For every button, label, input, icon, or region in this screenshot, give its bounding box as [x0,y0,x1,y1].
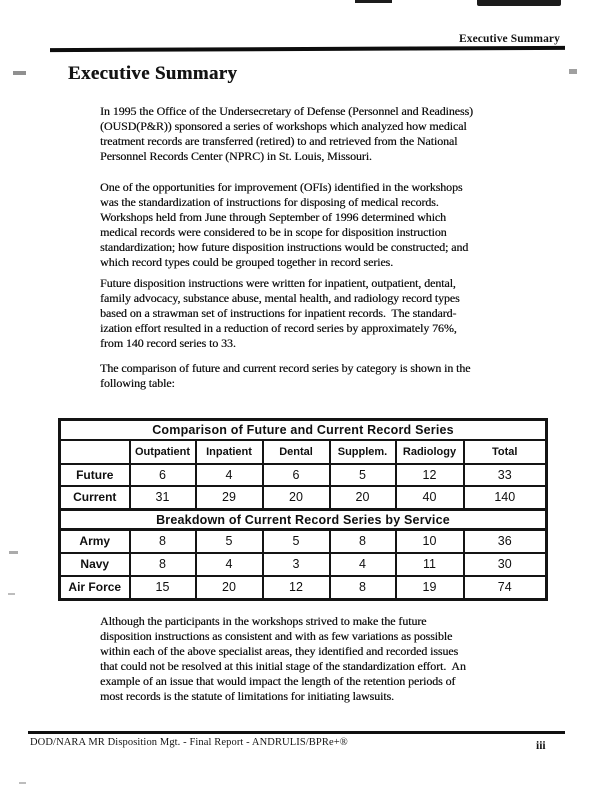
page-number: iii [536,740,546,752]
table-section-title-row [60,510,547,530]
cell-value: 4 [196,553,263,576]
cell-value: 8 [330,530,396,553]
table-title-breakdown: Breakdown of Current Record Series by Service [60,510,547,530]
paragraph-instructions: Future disposition instructions were written for inpatient, outpatient, dental, family advocacy, substance abuse, mental health, and radiology record types based on a strawman set of instructions for inpatient records. The standard- ization effort resulted in a reduction of record series by approximately 76%, from 140 record series to 33. [100,276,460,350]
scan-artifact [13,71,26,75]
cell-value: 4 [330,553,396,576]
cell-value: 12 [396,464,464,486]
table-row-air-force [60,576,547,600]
column-header-inpatient: Inpatient [196,440,263,464]
scan-artifact [9,551,18,554]
cell-value: 10 [396,530,464,553]
cell-value: 140 [464,486,547,510]
header-rule [50,46,565,52]
table-section-title-row [60,420,547,440]
row-label: Air Force [60,576,130,600]
footer-report-label: DOD/NARA MR Disposition Mgt. - Final Report - ANDRULIS/BPRe+® [30,737,348,748]
table-row-future [60,464,547,486]
cell-value: 74 [464,576,547,600]
cell-value: 19 [396,576,464,600]
cell-value: 31 [130,486,196,510]
cell-value: 11 [396,553,464,576]
cell-value: 5 [196,530,263,553]
row-label: Navy [60,553,130,576]
cell-value: 8 [130,553,196,576]
running-header: Executive Summary [458,33,560,45]
column-header-blank [60,440,130,464]
column-header-outpatient: Outpatient [130,440,196,464]
scan-artifact [355,0,392,3]
column-header-total: Total [464,440,547,464]
cell-value: 20 [330,486,396,510]
cell-value: 29 [196,486,263,510]
cell-value: 3 [263,553,330,576]
cell-value: 33 [464,464,547,486]
page-title: Executive Summary [68,63,238,84]
cell-value: 8 [330,576,396,600]
scan-artifact [8,593,15,595]
cell-value: 5 [263,530,330,553]
cell-value: 15 [130,576,196,600]
paragraph-conclusion: Although the participants in the workshops strived to make the future disposition instructions as consistent and with as few variations as possible within each of the above specialist areas, they identified and recorded issues that could not be resolved at this initial stage of the standardization effort. An example of an issue that would impact the length of the retention periods of most records is the statute of limitations for initiating lawsuits. [100,614,466,703]
column-header-supplem: Supplem. [330,440,396,464]
cell-value: 40 [396,486,464,510]
cell-value: 36 [464,530,547,553]
record-series-table [58,418,548,601]
table-row-current [60,486,547,510]
cell-value: 4 [196,464,263,486]
cell-value: 20 [196,576,263,600]
scan-artifact [19,782,26,784]
column-header-dental: Dental [263,440,330,464]
table-column-header-row [60,440,547,464]
cell-value: 8 [130,530,196,553]
cell-value: 6 [263,464,330,486]
cell-value: 5 [330,464,396,486]
paragraph-intro: In 1995 the Office of the Undersecretary of Defense (Personnel and Readiness) (OUSD(P&R)) sponsored a series of workshops which analyzed how medical treatment records are transferred (retired) to and retrieved from the National Personnel Records Center (NPRC) in St. Louis, Missouri. [100,104,473,163]
footer-rule [28,731,565,734]
table-title-comparison: Comparison of Future and Current Record Series [60,420,547,440]
paragraph-ofi: One of the opportunities for improvement (OFIs) identified in the workshops was the standardization of instructions for disposing of medical records. Workshops held from June through September of 1996 determined which medical records were considered to be in scope for disposition instruction standardization; how future disposition instructions would be constructed; and which record types could be grouped together in record series. [100,180,469,269]
table-row-army [60,530,547,553]
cell-value: 30 [464,553,547,576]
row-label: Future [60,464,130,486]
column-header-radiology: Radiology [396,440,464,464]
scan-artifact [569,69,577,74]
paragraph-table-intro: The comparison of future and current record series by category is shown in the following table: [100,361,471,390]
table-row-navy [60,553,547,576]
row-label: Current [60,486,130,510]
cell-value: 6 [130,464,196,486]
cell-value: 12 [263,576,330,600]
scan-artifact [477,0,561,6]
row-label: Army [60,530,130,553]
cell-value: 20 [263,486,330,510]
